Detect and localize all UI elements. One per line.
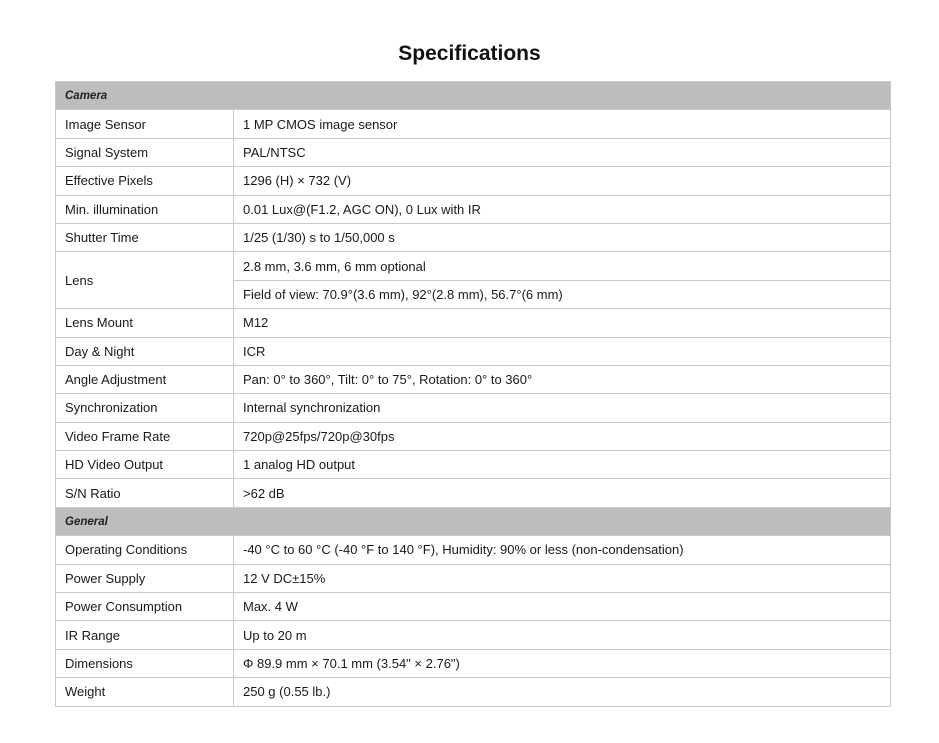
table-row	[56, 649, 891, 677]
spec-value: 720p@25fps/720p@30fps	[234, 422, 891, 450]
spec-value: 1 analog HD output	[234, 451, 891, 479]
spec-value: ICR	[234, 337, 891, 365]
table-row	[56, 195, 891, 223]
table-row	[56, 110, 891, 138]
spec-label: Power Consumption	[56, 593, 234, 621]
spec-label: Dimensions	[56, 649, 234, 677]
table-row	[56, 365, 891, 393]
table-row	[56, 138, 891, 166]
spec-label: Min. illumination	[56, 195, 234, 223]
spec-value: Max. 4 W	[234, 593, 891, 621]
spec-value: Internal synchronization	[234, 394, 891, 422]
spec-table	[55, 81, 891, 707]
spec-label: Angle Adjustment	[56, 365, 234, 393]
spec-value: 0.01 Lux@(F1.2, AGC ON), 0 Lux with IR	[234, 195, 891, 223]
spec-value: M12	[234, 309, 891, 337]
table-row	[56, 621, 891, 649]
spec-label: Power Supply	[56, 564, 234, 592]
table-row	[56, 167, 891, 195]
page-title: Specifications	[398, 42, 541, 65]
table-row	[56, 394, 891, 422]
spec-label: Shutter Time	[56, 223, 234, 251]
section-header	[56, 82, 891, 110]
spec-value: >62 dB	[234, 479, 891, 507]
spec-label: IR Range	[56, 621, 234, 649]
table-row	[56, 337, 891, 365]
table-row	[56, 678, 891, 706]
spec-value: 1296 (H) × 732 (V)	[234, 167, 891, 195]
spec-label: Lens Mount	[56, 309, 234, 337]
spec-label: Video Frame Rate	[56, 422, 234, 450]
table-row	[56, 564, 891, 592]
section-title: General	[56, 507, 891, 535]
spec-value: Pan: 0° to 360°, Tilt: 0° to 75°, Rotation: 0° to 360°	[234, 365, 891, 393]
table-row	[56, 593, 891, 621]
spec-value: 1 MP CMOS image sensor	[234, 110, 891, 138]
spec-label: Signal System	[56, 138, 234, 166]
spec-label: Day & Night	[56, 337, 234, 365]
spec-value: 250 g (0.55 lb.)	[234, 678, 891, 706]
spec-label: S/N Ratio	[56, 479, 234, 507]
table-row	[56, 223, 891, 251]
spec-label: Image Sensor	[56, 110, 234, 138]
section-title: Camera	[56, 82, 891, 110]
spec-value: Up to 20 m	[234, 621, 891, 649]
spec-label: Weight	[56, 678, 234, 706]
spec-value: 2.8 mm, 3.6 mm, 6 mm optional	[234, 252, 891, 280]
spec-label: Effective Pixels	[56, 167, 234, 195]
spec-value: -40 °C to 60 °C (-40 °F to 140 °F), Humidity: 90% or less (non-condensation)	[234, 536, 891, 564]
spec-label: Lens	[56, 252, 234, 309]
section-header	[56, 507, 891, 535]
table-row	[56, 536, 891, 564]
table-row	[56, 479, 891, 507]
spec-value: PAL/NTSC	[234, 138, 891, 166]
spec-value: Φ 89.9 mm × 70.1 mm (3.54" × 2.76")	[234, 649, 891, 677]
table-row	[56, 252, 891, 280]
spec-value: 1/25 (1/30) s to 1/50,000 s	[234, 223, 891, 251]
spec-label: Operating Conditions	[56, 536, 234, 564]
table-row	[56, 422, 891, 450]
table-row	[56, 451, 891, 479]
spec-label: HD Video Output	[56, 451, 234, 479]
spec-label: Synchronization	[56, 394, 234, 422]
spec-value: 12 V DC±15%	[234, 564, 891, 592]
table-row	[56, 309, 891, 337]
spec-value: Field of view: 70.9°(3.6 mm), 92°(2.8 mm), 56.7°(6 mm)	[234, 280, 891, 308]
